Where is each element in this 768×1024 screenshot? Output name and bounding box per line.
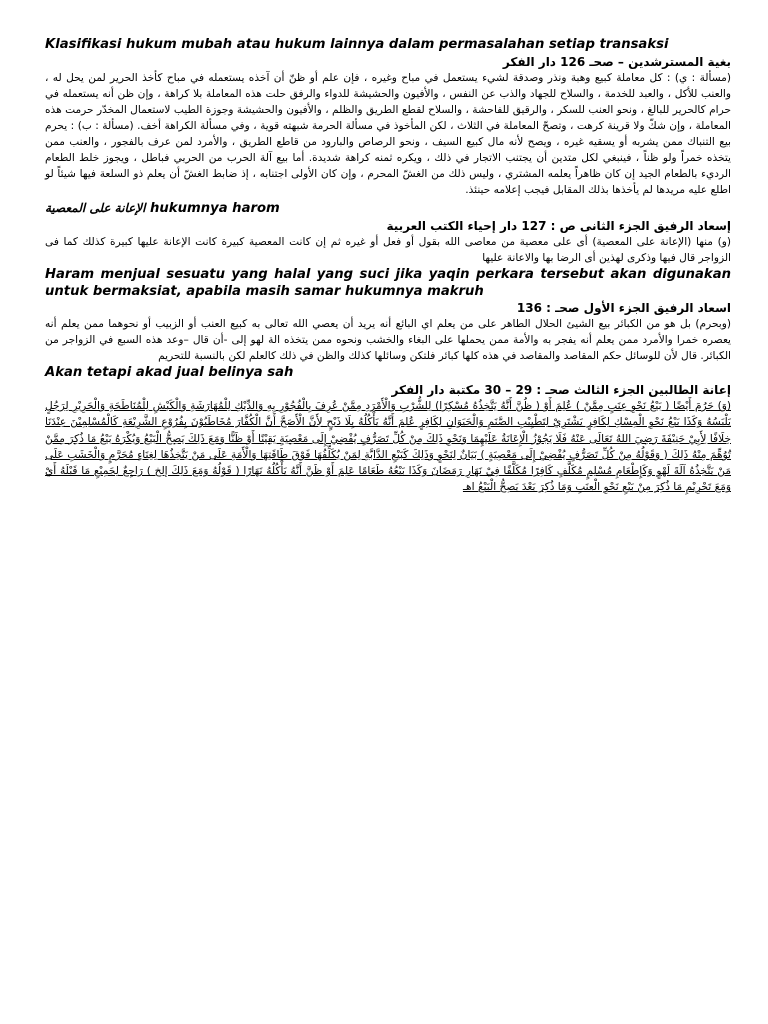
paragraph-haram-menjual: Haram menjual sesuatu yang halal yang suci jika yaqin perkara tersebut akan digunakan untuk bermaksiat, apabila masih samar hukumnya makruh <box>45 267 731 299</box>
source-isad-2: إسعاد الرفيق الجزء الثانى ص : 127 دار إحياء الكتب العربية <box>386 219 731 233</box>
source-isad-1: اسعاد الرفيق الجزء الأول صحـ : 136 <box>516 301 731 315</box>
paragraph-isad-1: (وبحرم) بل هو من الكبائر بيع الشيئ الحلال الطاهر على من يعلم اي البائع أنه يريد أن يعصي الله تعالى به كبيع العنب أو الزبيب أو نحوهما ممن يعلم أنه يعصره خمرا والأمرد ممن يعلم أنه يفجر به والأمة ممن يحملها على البغاء والخشب ونحوه ممن يتخذه الة لهو إلى -أن قال –وعد هذه السبع في الزواجر من الكبائر. قال لأن للوسائل حكم المقاصد والمقاصد في هذه كلها كبائر فلتكن وسائلها كذلك والظن في ذلك كالعلم لكن بالنسبة للتحريم <box>45 318 731 362</box>
source-ianah-talibin: إعانة الطالبين الجزء الثالث صحـ : 29 – 30 مكتبة دار الفكر <box>391 383 731 397</box>
heading-latin-part: hukumnya harom <box>145 201 280 216</box>
heading-arabic-part: الإعانة على المعصية <box>45 201 146 215</box>
document-page <box>45 36 731 496</box>
quote-ianah-talibin: (وَ) حَرُمَ أَيْضًا ( بَيْعُ نَحْوِ عِنَبٍ مِمَّنْ ) عُلِمَ أَوْ ( ظُنَّ أَنَّهُ يَتَّخِذُهُ مُسْكِرًا) لِلشُّرْبِ وَالْأَمْرَدِ مِمَّنْ عُرِفَ بِالْفُجُوْرِ بِهِ وَالدِّيْكِ لِلْمُهَارَشَةِ وَالْكَبْشِ لِلْمُنَاطَحَةِ وَالْحَرِيْرِ لِرَجُلٍ يَلْبَسُهُ وَكَذَا بَيْعُ نَحْوِ الْمِسْكِ لِكَافِرٍ يَشْتَرِيْ لِتَطْيِيْبِ الصَّنَمِ وَالْحَيَوَانِ لِكَافِرٍ عُلِمَ أَنَّهُ يَأْكُلُهُ بِلَا ذَبْحٍ لِأَنَّ الْأَصَحَّ أَنَّ الْكُفَّارَ مُخَاطَبُوْنَ بِفُرُوْعِ الشَّرِيْعَةِ كَالْمُسْلِمِيْنَ عِنْدَنَا خِلَافًا لِأَبِيْ حَنِيْفَةَ رَضِيَ اللهُ تَعَالَى عَنْهُ فَلَا يَجُوْزُ الْإِعَانَةُ عَلَيْهِمَا وَنَحْوِ ذَلِكَ مِنْ كُلِّ تَصَرُّفٍ يُفْضِيْ إِلَى مَعْصِيَةٍ يَقِيْنًا أَوْ ظَنًّا وَمَعَ ذَلِكَ يَصِحُّ الْبَيْعُ وَيُكْرَهُ بَيْعُ مَا ذُكِرَ مِمَّنْ تُوُهِّمَ مِنْهُ ذَلِكَ ( وَقَوْلُهُ مِنْ كُلِّ تَصَرُّفٍ يُفْضِيْ إِلَى مَعْصِيَةٍ ) بَيَانٌ لِنَحْوٍ وَذَلِكَ كَبَيْعِ الدَّابَّةِ لِمَنْ يُكَلِّفُهَا فَوْقَ طَاقَتِهَا وَالْأَمَةِ عَلَى مَنْ يَتَّخِذُهَا لِغِنَاءٍ مُحَرَّمٍ وَالْخَشَبِ عَلَى مَنْ يَتَّخِذُهُ آلَةَ لَهْوٍ وَكَإِطْعَامِ مُسْلِمٍ مُكَلَّفٍ كَافِرًا مُكَلَّفًا فِيْ نَهَارِ رَمَضَانَ وَكَذَا بَيْعُهُ طَعَامًا عَلِمَ أَوْ ظَنَّ أَنَّهُ يَأْكُلُهُ نَهَارًا ( قَوْلُهُ وَمَعَ ذَلِكَ إلخ ) رَاجِعٌ لِجَمِيْعِ مَا قَبْلَهُ أَيْ وَمَعَ تَحْرِيْمِ مَا ذُكِرَ مِنْ بَيْعِ نَحْوِ الْعِنَبِ وَمَا ذُكِرَ بَعْدَ يَصِحُّ الْبَيْعُ اهـ <box>45 400 731 494</box>
section-heading-ianah <box>45 198 731 218</box>
paragraph-bughyah: (مسألة : ي) : كل معاملة كبيع وهبة ونذر وصدقة لشيء يستعمل في مباح وغيره ، فإن علم أو ظنّ أن آخذه يستعمله في مباح كأخذ الحرير لمن يحل له ، والعنب للأكل ، والعبد للخدمة ، والسلاح للجهاد والذب عن النفس ، والأفيون والحشيشة للدواء والرفق حلت هذه المعاملة بلا كراهة ، وإن ظن أنه يستعمله في حرام كالحرير للبالغ ، ونحو العنب للسكر ، والرقيق للفاحشة ، والسلاح لقطع الطريق والظلم ، والأفيون والحشيشة وجوزة الطيب لاستعمال المخدّر حرمت هذه المعاملة ، وإن شكّ ولا قرينة كرهت ، وتصحّ المعاملة في الثلاث ، لكن المأخوذ في مسألة الحرمة شبهته قوية ، وفي مسألة الكراهة أخف. (مسألة : ب) : يحرم بيع التنباك ممن يشربه أو يسقيه غيره ، ويصح لأنه مال كبيع السيف ، ونحو الرصاص والبارود من قاطع الطريق ، والأمرد لمن عرف بالفجور ، والعنب ممن يتخذه خمراً ولو ظناً ، فينبغي لكل متدين أن يجتنب الاتجار في ذلك ، ويكره ثمنه كراهة شديدة. أما بيع آلة الحرب من الحربي فباطل ، ويجوز خلط الطعام الرديء بالطعام الجيد إن كان ظاهراً يعلمه المشتري ، وليس ذلك من الغشّ المحرم ، وإن كان الأولى اجتنابه ، إذ ضابط الغشّ أن يعلم ذو السلعة فيها شيئاً لو اطلع عليه مريدها لم يأخذها بذلك المقابل فيجب إعلامه حينئذ. <box>45 72 731 196</box>
paragraph-akad-sah: Akan tetapi akad jual belinya sah <box>45 365 294 380</box>
paragraph-isad-2: (و) منها (الإعانة على المعصية) أى على معصية من معاصى الله بقول أو فعل أو غيره ثم إن كانت المعصية كبيرة كانت الإعانة عليها كبيرة كذلك كما فى الزواجر قال فيها وذكرى لهذين أى الرضا بها والاعانة عليها <box>45 236 731 264</box>
source-bughyah: بغية المسترشدين – صحـ 126 دار الفكر <box>502 55 731 69</box>
document-title: Klasifikasi hukum mubah atau hukum lainnya dalam permasalahan setiap transaksi <box>45 37 669 52</box>
